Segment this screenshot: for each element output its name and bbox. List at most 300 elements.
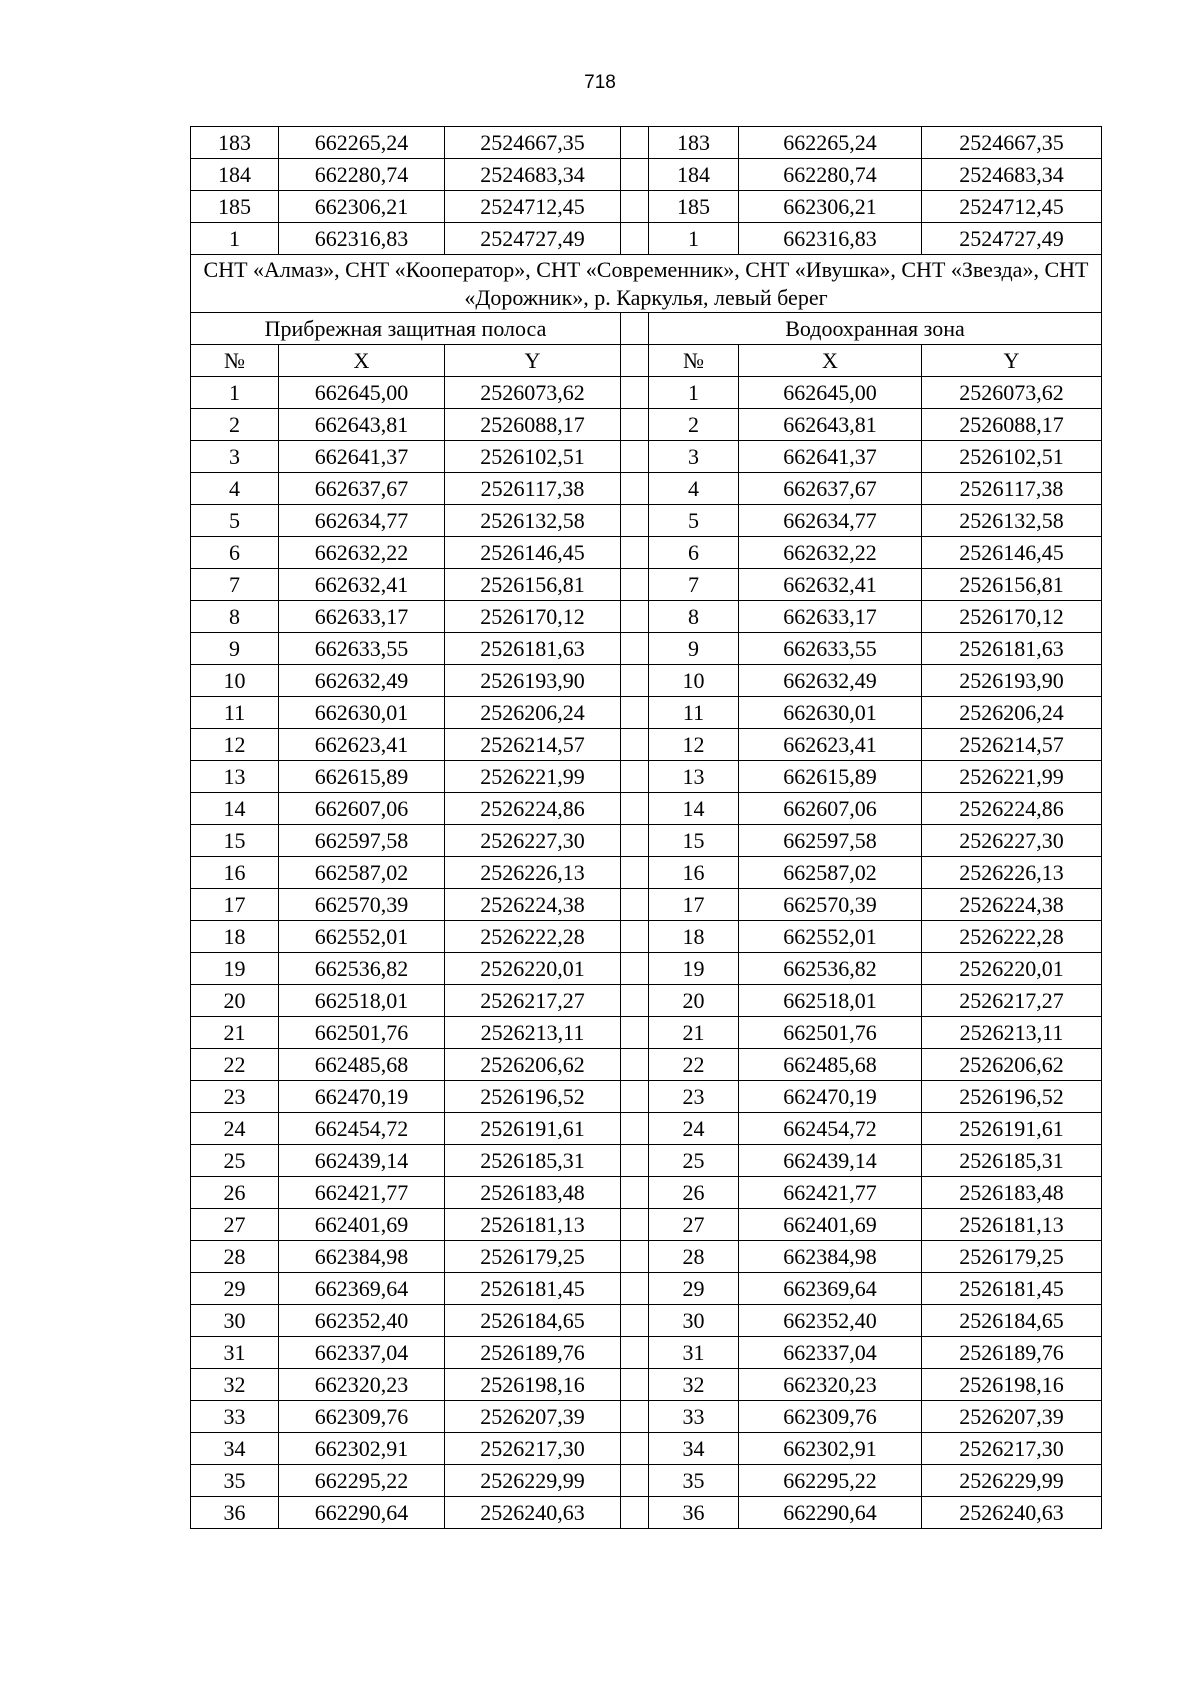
- gap-cell: [621, 1017, 649, 1049]
- gap-cell: [621, 1401, 649, 1433]
- left-x-cell: 662632,41: [279, 569, 445, 601]
- left-num-cell: 17: [191, 889, 279, 921]
- left-x-cell: 662265,24: [279, 127, 445, 159]
- table-row: [191, 1369, 1102, 1401]
- gap-cell: [621, 345, 649, 377]
- left-y-cell: 2526181,13: [445, 1209, 621, 1241]
- table-row: [191, 409, 1102, 441]
- left-y-cell: 2526227,30: [445, 825, 621, 857]
- left-x-cell: 662421,77: [279, 1177, 445, 1209]
- table-row: [191, 729, 1102, 761]
- right-y-cell: 2526240,63: [922, 1497, 1102, 1529]
- left-num-cell: 24: [191, 1113, 279, 1145]
- left-y-cell: 2526217,30: [445, 1433, 621, 1465]
- right-num-cell: 14: [649, 793, 739, 825]
- gap-cell: [621, 441, 649, 473]
- left-num-cell: 20: [191, 985, 279, 1017]
- table-row: [191, 473, 1102, 505]
- right-y-cell: 2526181,63: [922, 633, 1102, 665]
- left-x-cell: 662552,01: [279, 921, 445, 953]
- right-num-cell: 9: [649, 633, 739, 665]
- right-num-cell: 30: [649, 1305, 739, 1337]
- left-num-cell: 36: [191, 1497, 279, 1529]
- left-num-cell: 32: [191, 1369, 279, 1401]
- column-header-row: [191, 345, 1102, 377]
- right-num-cell: 20: [649, 985, 739, 1017]
- table-row: [191, 1465, 1102, 1497]
- right-num-cell: 17: [649, 889, 739, 921]
- right-num-cell: 16: [649, 857, 739, 889]
- left-num-cell: 14: [191, 793, 279, 825]
- left-y-cell: 2526189,76: [445, 1337, 621, 1369]
- left-y-cell: 2526206,24: [445, 697, 621, 729]
- left-y-cell: 2526198,16: [445, 1369, 621, 1401]
- section-title: СНТ «Алмаз», СНТ «Кооператор», СНТ «Современник», СНТ «Ивушка», СНТ «Звезда», СНТ «Дорожник», р. Каркулья, левый берег: [191, 255, 1102, 313]
- right-num-cell: 12: [649, 729, 739, 761]
- left-num-cell: 25: [191, 1145, 279, 1177]
- table-row: [191, 1241, 1102, 1273]
- left-x-cell: 662290,64: [279, 1497, 445, 1529]
- right-x-cell: 662633,55: [739, 633, 922, 665]
- right-y-cell: 2526224,86: [922, 793, 1102, 825]
- table-row: [191, 1497, 1102, 1529]
- left-num-cell: 22: [191, 1049, 279, 1081]
- right-x-cell: 662632,22: [739, 537, 922, 569]
- left-x-cell: 662633,55: [279, 633, 445, 665]
- right-num-cell: 183: [649, 127, 739, 159]
- right-y-cell: 2526224,38: [922, 889, 1102, 921]
- left-y-cell: 2526156,81: [445, 569, 621, 601]
- right-num-cell: 21: [649, 1017, 739, 1049]
- right-num-cell: 8: [649, 601, 739, 633]
- right-num-cell: 185: [649, 191, 739, 223]
- right-y-cell: 2526088,17: [922, 409, 1102, 441]
- left-num-cell: 3: [191, 441, 279, 473]
- right-x-cell: 662633,17: [739, 601, 922, 633]
- left-x-cell: 662302,91: [279, 1433, 445, 1465]
- gap-cell: [621, 537, 649, 569]
- left-x-cell: 662369,64: [279, 1273, 445, 1305]
- coordinates-table-body: [191, 127, 1102, 1529]
- left-num-cell: 19: [191, 953, 279, 985]
- right-x-cell: 662337,04: [739, 1337, 922, 1369]
- left-y-cell: 2526185,31: [445, 1145, 621, 1177]
- left-x-cell: 662384,98: [279, 1241, 445, 1273]
- gap-cell: [621, 473, 649, 505]
- gap-cell: [621, 1369, 649, 1401]
- right-y-cell: 2526184,65: [922, 1305, 1102, 1337]
- right-y-cell: 2526229,99: [922, 1465, 1102, 1497]
- left-y-header: Y: [445, 345, 621, 377]
- table-row: [191, 633, 1102, 665]
- table-row: [191, 537, 1102, 569]
- continuation-row: [191, 159, 1102, 191]
- right-x-cell: 662290,64: [739, 1497, 922, 1529]
- right-num-cell: 10: [649, 665, 739, 697]
- right-num-cell: 19: [649, 953, 739, 985]
- left-zone-header: Прибрежная защитная полоса: [191, 313, 621, 345]
- left-y-cell: 2526226,13: [445, 857, 621, 889]
- right-y-cell: 2526102,51: [922, 441, 1102, 473]
- left-num-header: №: [191, 345, 279, 377]
- right-x-cell: 662309,76: [739, 1401, 922, 1433]
- left-num-cell: 23: [191, 1081, 279, 1113]
- gap-cell: [621, 1081, 649, 1113]
- left-x-cell: 662623,41: [279, 729, 445, 761]
- gap-cell: [621, 223, 649, 255]
- right-num-cell: 13: [649, 761, 739, 793]
- gap-cell: [621, 159, 649, 191]
- gap-cell: [621, 601, 649, 633]
- table-row: [191, 825, 1102, 857]
- left-y-cell: 2526213,11: [445, 1017, 621, 1049]
- right-num-cell: 184: [649, 159, 739, 191]
- gap-cell: [621, 889, 649, 921]
- right-y-cell: 2526185,31: [922, 1145, 1102, 1177]
- right-y-cell: 2526220,01: [922, 953, 1102, 985]
- gap-cell: [621, 1049, 649, 1081]
- left-x-cell: 662309,76: [279, 1401, 445, 1433]
- right-num-cell: 32: [649, 1369, 739, 1401]
- table-row: [191, 921, 1102, 953]
- right-x-cell: 662384,98: [739, 1241, 922, 1273]
- left-y-cell: 2526146,45: [445, 537, 621, 569]
- gap-cell: [621, 825, 649, 857]
- left-x-cell: 662470,19: [279, 1081, 445, 1113]
- left-num-cell: 35: [191, 1465, 279, 1497]
- table-row: [191, 1049, 1102, 1081]
- right-x-cell: 662641,37: [739, 441, 922, 473]
- left-x-header: X: [279, 345, 445, 377]
- gap-cell: [621, 127, 649, 159]
- right-y-cell: 2524667,35: [922, 127, 1102, 159]
- coordinates-table: [190, 126, 1102, 1529]
- left-x-cell: 662645,00: [279, 377, 445, 409]
- table-row: [191, 505, 1102, 537]
- right-num-cell: 36: [649, 1497, 739, 1529]
- left-x-cell: 662637,67: [279, 473, 445, 505]
- right-x-cell: 662587,02: [739, 857, 922, 889]
- left-x-cell: 662352,40: [279, 1305, 445, 1337]
- table-row: [191, 985, 1102, 1017]
- left-x-cell: 662401,69: [279, 1209, 445, 1241]
- table-row: [191, 441, 1102, 473]
- right-num-cell: 11: [649, 697, 739, 729]
- gap-cell: [621, 313, 649, 345]
- gap-cell: [621, 1273, 649, 1305]
- left-y-cell: 2526184,65: [445, 1305, 621, 1337]
- left-x-cell: 662570,39: [279, 889, 445, 921]
- left-num-cell: 34: [191, 1433, 279, 1465]
- left-y-cell: 2526117,38: [445, 473, 621, 505]
- gap-cell: [621, 1497, 649, 1529]
- right-y-cell: 2526156,81: [922, 569, 1102, 601]
- right-y-cell: 2524727,49: [922, 223, 1102, 255]
- table-row: [191, 697, 1102, 729]
- right-zone-header: Водоохранная зона: [649, 313, 1102, 345]
- right-y-cell: 2526181,13: [922, 1209, 1102, 1241]
- left-x-cell: 662306,21: [279, 191, 445, 223]
- left-y-cell: 2526214,57: [445, 729, 621, 761]
- right-x-cell: 662634,77: [739, 505, 922, 537]
- right-y-cell: 2526206,24: [922, 697, 1102, 729]
- left-num-cell: 15: [191, 825, 279, 857]
- table-row: [191, 1081, 1102, 1113]
- right-x-cell: 662265,24: [739, 127, 922, 159]
- right-x-cell: 662615,89: [739, 761, 922, 793]
- right-num-cell: 27: [649, 1209, 739, 1241]
- gap-cell: [621, 1113, 649, 1145]
- left-num-cell: 185: [191, 191, 279, 223]
- gap-cell: [621, 1305, 649, 1337]
- table-row: [191, 889, 1102, 921]
- left-x-cell: 662295,22: [279, 1465, 445, 1497]
- right-num-cell: 6: [649, 537, 739, 569]
- table-row: [191, 1177, 1102, 1209]
- left-x-cell: 662485,68: [279, 1049, 445, 1081]
- gap-cell: [621, 1145, 649, 1177]
- right-x-cell: 662439,14: [739, 1145, 922, 1177]
- left-y-cell: 2526207,39: [445, 1401, 621, 1433]
- right-y-cell: 2526183,48: [922, 1177, 1102, 1209]
- left-x-cell: 662633,17: [279, 601, 445, 633]
- left-num-cell: 16: [191, 857, 279, 889]
- left-y-cell: 2526220,01: [445, 953, 621, 985]
- right-x-cell: 662623,41: [739, 729, 922, 761]
- right-x-cell: 662645,00: [739, 377, 922, 409]
- right-num-cell: 1: [649, 223, 739, 255]
- right-y-header: Y: [922, 345, 1102, 377]
- right-y-cell: 2524712,45: [922, 191, 1102, 223]
- gap-cell: [621, 1337, 649, 1369]
- left-y-cell: 2526102,51: [445, 441, 621, 473]
- table-row: [191, 569, 1102, 601]
- table-row: [191, 1433, 1102, 1465]
- right-num-cell: 24: [649, 1113, 739, 1145]
- left-y-cell: 2526181,45: [445, 1273, 621, 1305]
- left-num-cell: 5: [191, 505, 279, 537]
- right-x-cell: 662401,69: [739, 1209, 922, 1241]
- left-num-cell: 6: [191, 537, 279, 569]
- left-num-cell: 18: [191, 921, 279, 953]
- right-y-cell: 2526189,76: [922, 1337, 1102, 1369]
- right-y-cell: 2526227,30: [922, 825, 1102, 857]
- left-y-cell: 2526179,25: [445, 1241, 621, 1273]
- left-y-cell: 2526196,52: [445, 1081, 621, 1113]
- left-x-cell: 662518,01: [279, 985, 445, 1017]
- right-x-cell: 662302,91: [739, 1433, 922, 1465]
- right-x-cell: 662536,82: [739, 953, 922, 985]
- left-num-cell: 29: [191, 1273, 279, 1305]
- right-y-cell: 2526193,90: [922, 665, 1102, 697]
- right-num-cell: 26: [649, 1177, 739, 1209]
- left-x-cell: 662615,89: [279, 761, 445, 793]
- right-x-cell: 662632,41: [739, 569, 922, 601]
- right-num-cell: 31: [649, 1337, 739, 1369]
- gap-cell: [621, 793, 649, 825]
- left-x-cell: 662632,49: [279, 665, 445, 697]
- right-x-cell: 662643,81: [739, 409, 922, 441]
- left-y-cell: 2526183,48: [445, 1177, 621, 1209]
- gap-cell: [621, 697, 649, 729]
- right-num-cell: 15: [649, 825, 739, 857]
- left-y-cell: 2524683,34: [445, 159, 621, 191]
- left-x-cell: 662501,76: [279, 1017, 445, 1049]
- table-row: [191, 1401, 1102, 1433]
- right-x-cell: 662485,68: [739, 1049, 922, 1081]
- left-y-cell: 2524667,35: [445, 127, 621, 159]
- table-row: [191, 1017, 1102, 1049]
- table-row: [191, 1337, 1102, 1369]
- right-y-cell: 2526117,38: [922, 473, 1102, 505]
- right-x-cell: 662552,01: [739, 921, 922, 953]
- left-y-cell: 2526224,86: [445, 793, 621, 825]
- left-num-cell: 7: [191, 569, 279, 601]
- left-num-cell: 12: [191, 729, 279, 761]
- right-num-cell: 28: [649, 1241, 739, 1273]
- left-y-cell: 2526088,17: [445, 409, 621, 441]
- right-y-cell: 2526213,11: [922, 1017, 1102, 1049]
- gap-cell: [621, 857, 649, 889]
- right-x-cell: 662369,64: [739, 1273, 922, 1305]
- right-num-cell: 1: [649, 377, 739, 409]
- right-num-cell: 4: [649, 473, 739, 505]
- left-x-cell: 662316,83: [279, 223, 445, 255]
- table-row: [191, 857, 1102, 889]
- right-y-cell: 2524683,34: [922, 159, 1102, 191]
- left-num-cell: 1: [191, 223, 279, 255]
- right-y-cell: 2526226,13: [922, 857, 1102, 889]
- right-x-cell: 662630,01: [739, 697, 922, 729]
- gap-cell: [621, 191, 649, 223]
- right-x-cell: 662306,21: [739, 191, 922, 223]
- table-row: [191, 377, 1102, 409]
- right-x-cell: 662632,49: [739, 665, 922, 697]
- left-x-cell: 662320,23: [279, 1369, 445, 1401]
- gap-cell: [621, 921, 649, 953]
- left-y-cell: 2524727,49: [445, 223, 621, 255]
- continuation-row: [191, 127, 1102, 159]
- right-y-cell: 2526073,62: [922, 377, 1102, 409]
- table-row: [191, 793, 1102, 825]
- zone-header-row: [191, 313, 1102, 345]
- continuation-row: [191, 191, 1102, 223]
- right-num-cell: 5: [649, 505, 739, 537]
- table-row: [191, 1113, 1102, 1145]
- right-x-cell: 662454,72: [739, 1113, 922, 1145]
- right-y-cell: 2526179,25: [922, 1241, 1102, 1273]
- left-x-cell: 662587,02: [279, 857, 445, 889]
- section-title-row: [191, 255, 1102, 313]
- gap-cell: [621, 1177, 649, 1209]
- left-num-cell: 26: [191, 1177, 279, 1209]
- left-num-cell: 33: [191, 1401, 279, 1433]
- table-row: [191, 1273, 1102, 1305]
- right-num-cell: 2: [649, 409, 739, 441]
- right-y-cell: 2526207,39: [922, 1401, 1102, 1433]
- left-x-cell: 662280,74: [279, 159, 445, 191]
- right-y-cell: 2526221,99: [922, 761, 1102, 793]
- left-y-cell: 2526217,27: [445, 985, 621, 1017]
- table-row: [191, 953, 1102, 985]
- gap-cell: [621, 1241, 649, 1273]
- left-num-cell: 21: [191, 1017, 279, 1049]
- right-x-cell: 662295,22: [739, 1465, 922, 1497]
- right-x-cell: 662316,83: [739, 223, 922, 255]
- gap-cell: [621, 1465, 649, 1497]
- right-x-cell: 662597,58: [739, 825, 922, 857]
- right-y-cell: 2526206,62: [922, 1049, 1102, 1081]
- right-x-cell: 662518,01: [739, 985, 922, 1017]
- right-y-cell: 2526217,27: [922, 985, 1102, 1017]
- right-num-cell: 25: [649, 1145, 739, 1177]
- left-y-cell: 2526222,28: [445, 921, 621, 953]
- left-x-cell: 662643,81: [279, 409, 445, 441]
- left-y-cell: 2526191,61: [445, 1113, 621, 1145]
- gap-cell: [621, 377, 649, 409]
- right-x-cell: 662637,67: [739, 473, 922, 505]
- left-num-cell: 8: [191, 601, 279, 633]
- table-row: [191, 1145, 1102, 1177]
- page-number: 718: [584, 72, 616, 93]
- left-y-cell: 2526206,62: [445, 1049, 621, 1081]
- left-x-cell: 662337,04: [279, 1337, 445, 1369]
- left-y-cell: 2526132,58: [445, 505, 621, 537]
- table-row: [191, 665, 1102, 697]
- right-num-cell: 29: [649, 1273, 739, 1305]
- left-num-cell: 184: [191, 159, 279, 191]
- right-y-cell: 2526222,28: [922, 921, 1102, 953]
- gap-cell: [621, 633, 649, 665]
- left-x-cell: 662632,22: [279, 537, 445, 569]
- left-y-cell: 2526229,99: [445, 1465, 621, 1497]
- left-num-cell: 1: [191, 377, 279, 409]
- right-num-cell: 34: [649, 1433, 739, 1465]
- right-x-cell: 662352,40: [739, 1305, 922, 1337]
- gap-cell: [621, 953, 649, 985]
- right-y-cell: 2526191,61: [922, 1113, 1102, 1145]
- left-y-cell: 2524712,45: [445, 191, 621, 223]
- right-y-cell: 2526214,57: [922, 729, 1102, 761]
- right-num-cell: 35: [649, 1465, 739, 1497]
- continuation-row: [191, 223, 1102, 255]
- left-y-cell: 2526181,63: [445, 633, 621, 665]
- gap-cell: [621, 1209, 649, 1241]
- right-x-cell: 662470,19: [739, 1081, 922, 1113]
- left-num-cell: 27: [191, 1209, 279, 1241]
- right-num-cell: 33: [649, 1401, 739, 1433]
- left-num-cell: 9: [191, 633, 279, 665]
- gap-cell: [621, 665, 649, 697]
- table-row: [191, 1305, 1102, 1337]
- right-x-cell: 662280,74: [739, 159, 922, 191]
- right-y-cell: 2526196,52: [922, 1081, 1102, 1113]
- right-num-cell: 18: [649, 921, 739, 953]
- table-row: [191, 1209, 1102, 1241]
- right-x-cell: 662320,23: [739, 1369, 922, 1401]
- left-x-cell: 662439,14: [279, 1145, 445, 1177]
- right-x-cell: 662421,77: [739, 1177, 922, 1209]
- right-num-cell: 23: [649, 1081, 739, 1113]
- left-y-cell: 2526224,38: [445, 889, 621, 921]
- right-num-cell: 3: [649, 441, 739, 473]
- gap-cell: [621, 505, 649, 537]
- left-x-cell: 662597,58: [279, 825, 445, 857]
- left-x-cell: 662536,82: [279, 953, 445, 985]
- left-num-cell: 13: [191, 761, 279, 793]
- table-row: [191, 761, 1102, 793]
- left-num-cell: 11: [191, 697, 279, 729]
